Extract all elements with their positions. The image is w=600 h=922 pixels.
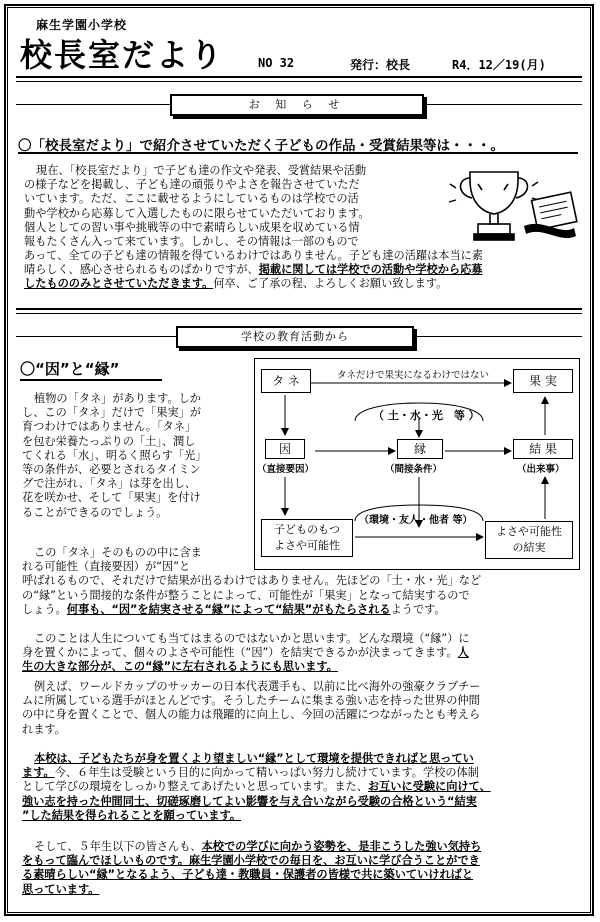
notice-line: 現在、「校長室だより」で子ども達の作文や発表、受賞結果や活動 (36, 164, 367, 177)
school-name: 麻生学園小学校 (36, 18, 128, 32)
education-paragraph-4 (22, 680, 582, 737)
edu-bold: をもって臨んでほしいものです。麻生学園小学校での毎日を、お互いに学び合うことができ (22, 854, 480, 868)
edu-line: 例えば、ワールドカップのサッカーの日本代表選手も、以前に比べ海外の強豪クラブチー (34, 680, 481, 693)
notice-paragraph (24, 164, 444, 249)
edu-bold: 何事も、“因”を結実させる“縁”によって“結果”がもたらされる (66, 602, 391, 616)
edu-line: の“縁”という間接的な条件が整うことによって、可能性が「果実」となって結実するので (22, 588, 470, 602)
header-rule (16, 76, 582, 82)
top-note: タネだけで果実になるわけではない (337, 370, 490, 381)
notice-bold-1: 掲載に関しては学校での活動や学校から応募 (258, 263, 483, 277)
heading-underline (18, 152, 578, 154)
notice-line: 個人としての習い事や挑戦等の中で素晴らしい成果を収めている情 (24, 220, 360, 234)
notice-bold-2: したもののみとさせていただきます。 (24, 277, 214, 291)
env-label: （環境・友人・他者 等） (359, 515, 473, 526)
edu-line: れる可能性（直接要因）が“因”と (22, 560, 191, 574)
edu-bold: 生の大きな部分が、この“縁”に左右されるようにも思います。 (22, 660, 338, 674)
notice-heading (18, 134, 504, 154)
edu-line: し、この「タネ」だけで「果実」が (22, 406, 202, 420)
edu-line: の中に身を置くことで、個人の能力は飛躍的に向上し、今回の活躍につながったとも考えら (22, 708, 481, 722)
notice-line: 動や学校から応募して入選したものに限らせていただいております。 (24, 206, 370, 220)
edu-text: 今、６年生は受験という目的に向かって精いっぱい努力し続けています。学校の体制 (54, 766, 479, 780)
notice-line: 報もたくさん入って来ています。しかし、その情報は一部のもので (24, 235, 359, 249)
edu-line: ることができるのでしょう。 (22, 505, 168, 519)
notice-line: の様子などを掲載し、子ども達の頑張りやよさを報告させていただ (24, 178, 360, 192)
publisher: 発行：校長 (350, 58, 411, 72)
fruition-line-2: の結実 (512, 541, 546, 554)
en-box: 縁 (397, 439, 443, 459)
edu-line: 等の条件が、必要とされるタイミン (22, 463, 201, 477)
notice-paragraph-wide (24, 249, 584, 292)
edu-bold: ”した結果を得られることを願っています。 (22, 808, 242, 822)
notice-closing: 何卒、ご了承の程、よろしくお願い致します。 (213, 277, 448, 291)
notice-heading-text: 〇「校長室だより」で紹介させていただく子どもの作品・受賞結果等は・・・。 (18, 138, 504, 154)
result-box: 結 果 (513, 439, 573, 459)
edu-line: れます。 (22, 722, 66, 736)
edu-line: てくれる「水」、明るく照らす「光」 (22, 448, 207, 462)
edu-bold: ます。 (22, 766, 55, 780)
edu-text: ようです。 (390, 602, 446, 616)
section-title-education: 学校の教育活動から (176, 326, 414, 348)
en-sub: （間接条件） (385, 464, 443, 475)
edu-bold: 本校での学びに向かう姿勢を、是非こうした強い気持ち (201, 840, 482, 853)
education-paragraph-3 (22, 632, 582, 675)
trophy-illustration (448, 166, 580, 252)
edu-line: ムに所属している選手がほとんどです。そうしたチームに集まる強い志を持った世界の仲間 (22, 694, 480, 708)
soil-label: （ 土・水・光 等 ） (373, 409, 480, 422)
edu-line: グで注がれ、「タネ」は芽を出し、 (22, 477, 197, 491)
edu-bold: 本校は、子どもたちが身を置くより望ましい“縁”として環境を提供できればと思ってい (34, 752, 474, 765)
education-heading (20, 358, 119, 379)
newsletter-title: 校長室だより (20, 36, 225, 74)
fruition-box (485, 521, 573, 559)
potential-box (261, 519, 353, 557)
edu-line: 植物の「タネ」があります。しか (34, 392, 201, 405)
fruition-line-1: よさや可能性 (496, 525, 562, 538)
potential-line-2: よさや可能性 (274, 539, 340, 552)
edu-line: 呼ばれるもので、それだけで結果が出るわけではありません。先ほどの「土・水・光」など (22, 574, 482, 588)
edu-line: 育つわけではありません。「タネ」 (22, 420, 197, 434)
heading-underline (20, 379, 162, 381)
edu-text: しょう。 (22, 602, 67, 616)
notice-line: 晴らしく、感心させられるものばかりですが、 (24, 263, 259, 277)
edu-bold: 強い志を持った仲間同士、切磋琢磨してよい影響を与え合いながら受験の合格という“結実 (22, 794, 477, 808)
fruit-box: 果 実 (513, 369, 573, 393)
cause-sub: （直接要因） (257, 464, 315, 475)
issue-date: R4．12／19(月) (452, 58, 546, 72)
education-heading-text: 〇“因”と“縁” (20, 360, 120, 378)
edu-bold: お互いに受験に向けて、 (367, 780, 491, 794)
edu-text: そして、５年生以下の皆さんも、 (34, 840, 202, 853)
notice-line: いています。ただ、ここに載せるようにしているものは学校での活 (24, 192, 359, 206)
potential-line-1: 子どものもつ (274, 523, 340, 536)
edu-text: 身を置くかによって、個々のよさや可能性（“因”）を結実できるかが決まってきます。 (22, 646, 458, 660)
result-sub: （出来事） (517, 464, 565, 475)
section-title-notice: お 知 ら せ (170, 94, 424, 116)
edu-line: を包む栄養たっぷりの「土」、潤し (22, 434, 196, 448)
section-rule-2 (16, 308, 582, 314)
seed-box: タ ネ (261, 369, 311, 393)
edu-line: 花を咲かせ、そして「果実」を付け (22, 491, 201, 505)
cause-box: 因 (265, 439, 305, 459)
edu-text: として学びの環境をしっかり整えてあげたいと思っています。また、 (22, 780, 368, 794)
cause-condition-diagram (254, 358, 580, 570)
education-left-paragraph (22, 392, 248, 520)
edu-bold: 人 (457, 646, 469, 660)
issue-number: NO 32 (258, 56, 295, 70)
notice-line: あって、全ての子ども達の情報を得ているわけではありません。子ども達の活躍は本当に素 (24, 249, 484, 262)
edu-line: このことは人生についても当てはまるのではないかと思います。どんな環境（“縁”）に (34, 632, 470, 645)
edu-bold: る素晴らしい“縁”となるよう、子ども達・教職員・保護者の皆様で共に築いていければと (22, 868, 474, 882)
edu-bold: 思っています。 (22, 882, 100, 896)
education-paragraph-6 (22, 840, 582, 897)
edu-line: この「タネ」そのものの中に含ま (34, 546, 202, 559)
education-paragraph-5 (22, 752, 582, 823)
